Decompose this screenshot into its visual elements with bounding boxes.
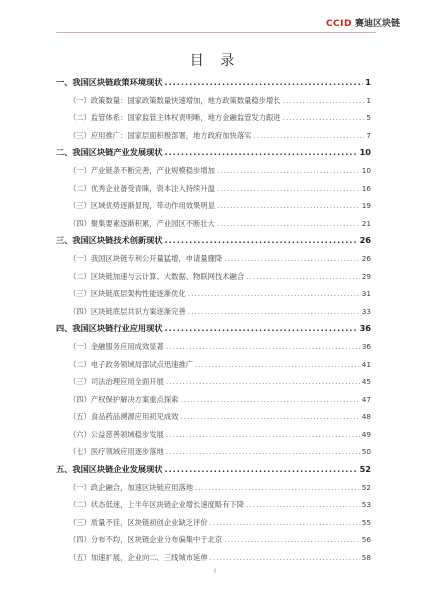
toc-leader xyxy=(188,303,360,321)
toc-label: （四）产权保护解决方案重点探索 xyxy=(69,394,179,404)
toc-leader xyxy=(164,461,357,479)
toc-leader xyxy=(180,408,359,426)
toc-leader xyxy=(253,127,364,145)
toc-entry[interactable] xyxy=(56,549,371,567)
toc-label: （一）产业链条不断完善，产业规模稳步增加 xyxy=(69,165,215,175)
brand-ccid: CCID xyxy=(325,19,352,29)
toc-page: 7 xyxy=(366,130,371,140)
toc-page: 45 xyxy=(361,377,371,387)
toc-label: （二）监管体系：国家监管主体权责明晰，地方金融监管发力跟进 xyxy=(69,113,281,123)
toc-entry[interactable] xyxy=(56,197,371,215)
toc-leader xyxy=(180,391,359,409)
toc-leader xyxy=(224,250,359,268)
toc-section[interactable] xyxy=(56,232,371,250)
toc-label: （七）医疗领域应用逐步落地 xyxy=(69,447,164,457)
toc-entry[interactable] xyxy=(56,162,371,180)
toc-leader xyxy=(188,285,360,303)
toc-label: 三、我国区块链技术创新现状 xyxy=(56,235,163,246)
toc-entry[interactable] xyxy=(56,268,371,286)
toc-page: 52 xyxy=(361,482,371,492)
toc-page: 52 xyxy=(359,464,371,475)
toc-page: 58 xyxy=(361,553,371,563)
toc-leader xyxy=(195,479,360,497)
toc-page: 55 xyxy=(361,517,371,527)
toc-entry[interactable] xyxy=(56,514,371,532)
toc-entry[interactable] xyxy=(56,338,371,356)
toc-label: 二、我国区块链产业发展现状 xyxy=(56,147,163,158)
brand-name: 赛迪区块链 xyxy=(354,19,400,29)
toc-entry[interactable] xyxy=(56,356,371,374)
toc-label: （三）司法治理应用全面开展 xyxy=(69,377,164,387)
toc-page: 49 xyxy=(361,429,371,439)
toc-entry[interactable] xyxy=(56,373,371,391)
toc-leader xyxy=(246,268,360,286)
toc-label: （一）政策数量：国家政策数量快速增加，地方政策数量稳步增长 xyxy=(69,95,281,105)
toc-entry[interactable] xyxy=(56,408,371,426)
toc-leader xyxy=(210,549,360,567)
toc-page: 53 xyxy=(361,500,371,510)
toc-label: （四）分布不均，区块链企业分布偏集中于北京 xyxy=(69,535,223,545)
toc-page: 1 xyxy=(366,95,371,105)
toc-page: 26 xyxy=(361,253,371,263)
toc-leader xyxy=(217,215,360,233)
toc-leader xyxy=(224,531,359,549)
toc-section[interactable] xyxy=(56,320,371,338)
toc-label: （二）优秀企业备受青睐，资本注入持续升温 xyxy=(69,183,215,193)
toc-label: （六）公益慈善领域稳步发展 xyxy=(69,429,164,439)
toc-entry[interactable] xyxy=(56,92,371,110)
toc-page: 19 xyxy=(361,201,371,211)
toc-leader xyxy=(164,74,363,92)
toc-page: 5 xyxy=(366,113,371,123)
toc-label: （四）区块链底层共识方案逐渐完善 xyxy=(69,306,186,316)
brand-logo xyxy=(326,16,400,29)
toc-page: 47 xyxy=(361,394,371,404)
toc-page: 50 xyxy=(361,447,371,457)
toc-label: （一）我国区块链专利公开量猛增，申请量骤降 xyxy=(69,253,223,263)
toc-label: （三）应用推广：国家层面积极部署，地方政府加快落实 xyxy=(69,130,252,140)
toc-leader xyxy=(166,373,360,391)
toc-entry[interactable] xyxy=(56,496,371,514)
toc-leader xyxy=(246,496,360,514)
toc-leader xyxy=(217,197,360,215)
toc-leader xyxy=(166,426,360,444)
toc-entry[interactable] xyxy=(56,109,371,127)
page-number: I xyxy=(214,568,216,575)
toc-page: 16 xyxy=(361,183,371,193)
toc-leader xyxy=(217,162,360,180)
toc-entry[interactable] xyxy=(56,303,371,321)
toc-leader xyxy=(210,514,360,532)
toc-label: （三）区块链底层架构性能逐渐优化 xyxy=(69,289,186,299)
toc-leader xyxy=(164,320,357,338)
toc-label: （五）食品药品溯源应用初见成效 xyxy=(69,412,179,422)
toc-leader xyxy=(283,109,365,127)
toc-section[interactable] xyxy=(56,461,371,479)
header-divider xyxy=(56,32,376,33)
toc-label: 五、我国区块链企业发展现状 xyxy=(56,464,163,475)
toc-page: 41 xyxy=(361,359,371,369)
toc-entry[interactable] xyxy=(56,285,371,303)
toc-leader xyxy=(166,443,360,461)
toc-entry[interactable] xyxy=(56,127,371,145)
toc-leader xyxy=(166,338,360,356)
toc-label: 四、我国区块链行业应用现状 xyxy=(56,323,163,334)
toc-label: （二）电子政务领域局部试点迅速推广 xyxy=(69,359,194,369)
page-title: 目 录 xyxy=(189,53,241,69)
toc-leader xyxy=(164,232,357,250)
toc-entry[interactable] xyxy=(56,531,371,549)
toc-page: 31 xyxy=(361,289,371,299)
toc-page: 10 xyxy=(361,165,371,175)
toc-label: （四）聚集要素逐渐积累，产业园区不断壮大 xyxy=(69,218,215,228)
toc-label: （一）金融服务应用成效显著 xyxy=(69,341,164,351)
toc-entry[interactable] xyxy=(56,479,371,497)
toc-section[interactable] xyxy=(56,74,371,92)
toc-page: 36 xyxy=(361,341,371,351)
toc-page: 36 xyxy=(359,323,371,334)
toc-entry[interactable] xyxy=(56,180,371,198)
toc-label: （三）区域优势逐渐显现，带动作用效果明显 xyxy=(69,201,215,211)
toc-label: （二）状态低迷，上半年区块链企业增长速度略有下降 xyxy=(69,500,245,510)
toc-label: （五）加速扩展，企业向二、三线城市延伸 xyxy=(69,553,208,563)
toc-page: 29 xyxy=(361,271,371,281)
toc-entry[interactable] xyxy=(56,443,371,461)
toc-page: 26 xyxy=(359,235,371,246)
toc-entry[interactable] xyxy=(56,391,371,409)
toc-label: 一、我国区块链政策环境现状 xyxy=(56,77,163,87)
toc-entry[interactable] xyxy=(56,426,371,444)
toc-page: 21 xyxy=(361,218,371,228)
toc-page: 1 xyxy=(365,77,371,87)
toc-page: 10 xyxy=(359,147,371,158)
toc-page: 48 xyxy=(361,412,371,422)
toc-page: 56 xyxy=(361,535,371,545)
toc-label: （二）区块链加速与云计算、大数据、物联网技术融合 xyxy=(69,271,245,281)
toc-section[interactable] xyxy=(56,144,371,162)
toc-leader xyxy=(195,356,360,374)
toc-leader xyxy=(283,92,365,110)
toc-leader xyxy=(164,144,357,162)
toc-entry[interactable] xyxy=(56,250,371,268)
toc-label: （一）政企融合，加速区块链应用落地 xyxy=(69,482,194,492)
toc-label: （三）质量不佳，区块链初创企业缺乏评价 xyxy=(69,517,208,527)
toc-leader xyxy=(217,180,360,198)
toc-page: 33 xyxy=(361,306,371,316)
toc-entry[interactable] xyxy=(56,215,371,233)
table-of-contents xyxy=(56,74,371,567)
